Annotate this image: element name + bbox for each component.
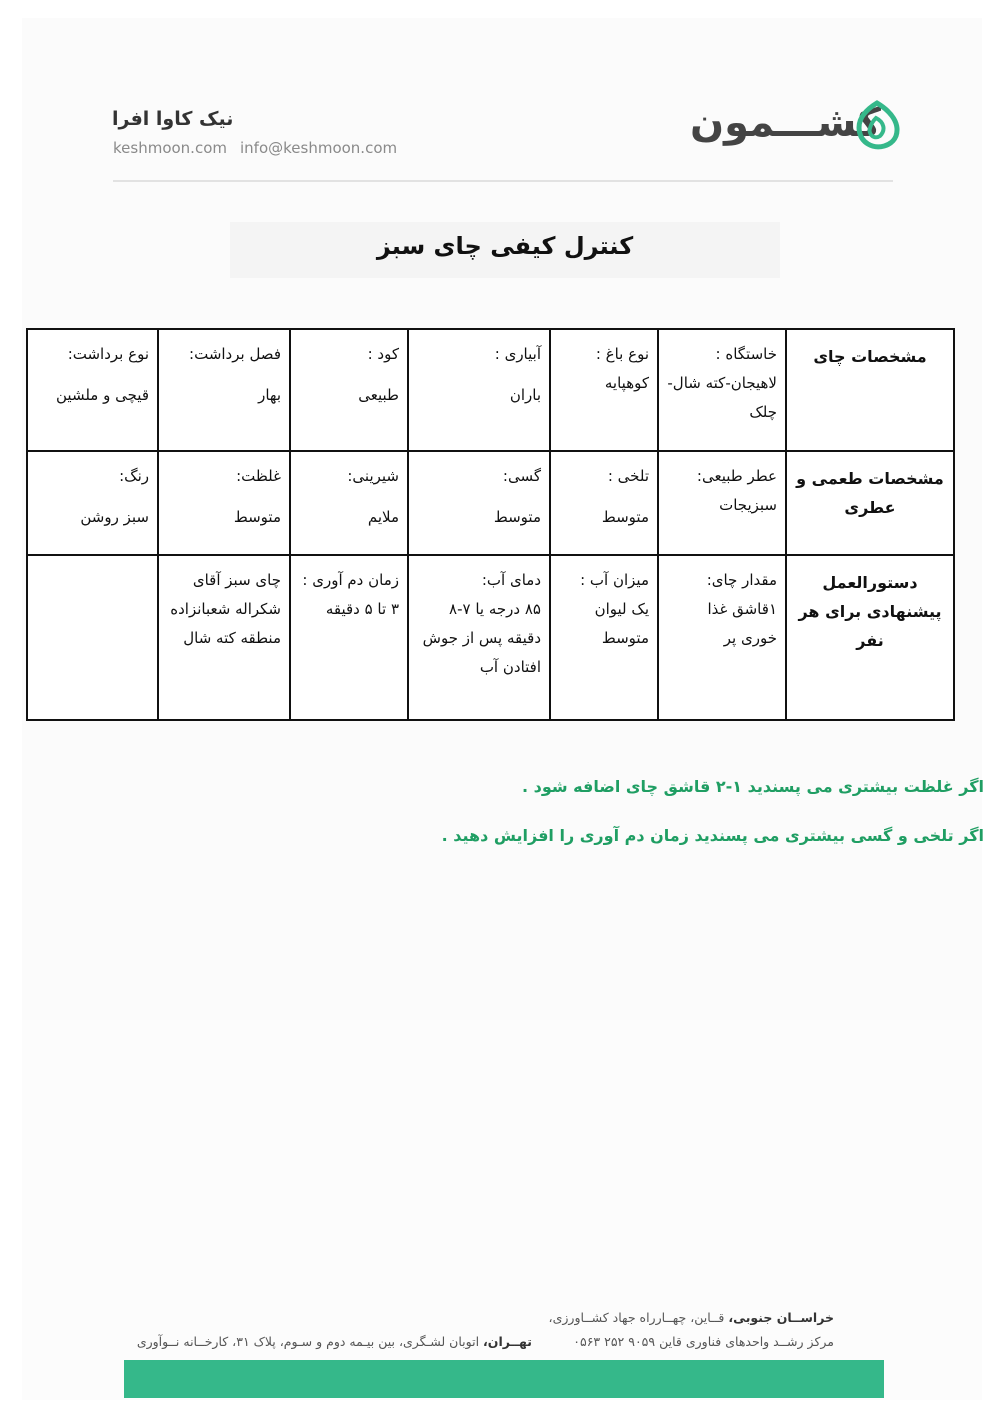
address-tehran (137, 1334, 532, 1349)
cell-bitterness (550, 451, 658, 555)
address-text: قــاین، چهــارراه جهاد کشــاورزی، (548, 1310, 729, 1325)
cell-label: عطر طبیعی: (696, 467, 777, 485)
note-thickness: اگر غلظت بیشتری می پسندید ۱-۲ قاشق چای اضافه شود . (521, 777, 984, 796)
address-text: اتوبان لشـگری، بین بیـمه دوم و سـوم، پلاک ۳۱، کارخــانه نــوآوری (136, 1334, 484, 1349)
cell-natural-aroma (658, 451, 786, 555)
cell-label: غلظت: (236, 467, 281, 485)
cell-value: سبزیجات (719, 496, 777, 514)
cell-label: فصل برداشت: (189, 345, 281, 363)
cell-water-amount: میزان آب : یک لیوان متوسط (550, 555, 658, 720)
company-name: نیک کاوا افرا (112, 108, 234, 130)
cell-label: رنگ: (119, 467, 149, 485)
cell-value: کوهپایه (604, 374, 649, 392)
table-row-tea-specs (27, 329, 954, 451)
address-label: خراســان جنوبی، (728, 1310, 834, 1325)
cell-value: متوسط (493, 508, 541, 526)
cell-label: شیرینی: (347, 467, 399, 485)
table-row-brewing-instructions (27, 555, 954, 720)
cell-value: لاهیجان-کته شال- چلک (667, 374, 777, 421)
cell-empty (27, 555, 158, 720)
cell-color (27, 451, 158, 555)
cell-value: متوسط (233, 508, 281, 526)
cell-label: نوع باغ : (595, 345, 649, 363)
cell-label: کود : (367, 345, 399, 363)
row-header-brewing-instructions: دستورالعمل پیشنهادی برای هر نفر (786, 555, 954, 720)
cell-label: زمان دم آوری : (302, 571, 399, 589)
cell-value: طبیعی (358, 386, 399, 404)
cell-label: دمای آب: (481, 571, 541, 589)
email-link[interactable]: info@keshmoon.com (240, 139, 398, 157)
address-label: تهــران، (483, 1334, 532, 1349)
address-south-khorasan (549, 1310, 834, 1325)
website-link[interactable]: keshmoon.com (113, 139, 227, 157)
cell-value: بهار (258, 386, 281, 404)
footer-bar (124, 1360, 884, 1398)
cell-value: ملایم (367, 508, 399, 526)
address-tech-center: مرکز رشــد واحدهای فناوری قاین ۹۰۵۹ ۲۵۲ ۰۵۶۳ (573, 1334, 834, 1349)
cell-label: نوع برداشت: (67, 345, 149, 363)
cell-value: ۳ تا ۵ دقیقه (325, 600, 399, 618)
cell-thickness (158, 451, 290, 555)
row-header-flavor-specs: مشخصات طعمی و عطری (786, 451, 954, 555)
cell-label: تلخی : (607, 467, 649, 485)
note-bitterness: اگر تلخی و گسی بیشتری می پسندید زمان دم آوری را افزایش دهید . (441, 826, 984, 845)
cell-water-temperature (408, 555, 550, 720)
cell-label: آبیاری : (494, 345, 541, 363)
cell-irrigation (408, 329, 550, 451)
cell-sweetness (290, 451, 408, 555)
cell-value: متوسط (601, 508, 649, 526)
cell-tea-amount: مقدار چای: ۱قاشق غذا خوری پر (658, 555, 786, 720)
document-title: کنترل کیفی چای سبز (376, 232, 634, 260)
cell-label: گسی: (502, 467, 541, 485)
cell-value: ۸۵ درجه یا ۷-۸ دقیقه پس از جوش افتادن آب (422, 600, 541, 676)
quality-control-table (26, 328, 955, 721)
table-row-flavor-specs (27, 451, 954, 555)
cell-producer: چای سبز آقای شکراله شعبانزاده منطقه کته شال (158, 555, 290, 720)
cell-origin (658, 329, 786, 451)
cell-value: باران (509, 386, 541, 404)
cell-harvest-type (27, 329, 158, 451)
row-header-tea-specs: مشخصات چای (786, 329, 954, 451)
cell-label: خاستگاه : (715, 345, 777, 363)
brand-logo-text: کشـــمون (690, 100, 882, 146)
cell-fertilizer (290, 329, 408, 451)
leaf-logo-icon (852, 100, 902, 150)
cell-garden-type (550, 329, 658, 451)
cell-value: قیچی و ملشین (56, 386, 149, 404)
cell-astringency (408, 451, 550, 555)
cell-brew-time (290, 555, 408, 720)
cell-value: سبز روشن (80, 508, 149, 526)
header-divider (113, 180, 893, 182)
cell-harvest-season (158, 329, 290, 451)
